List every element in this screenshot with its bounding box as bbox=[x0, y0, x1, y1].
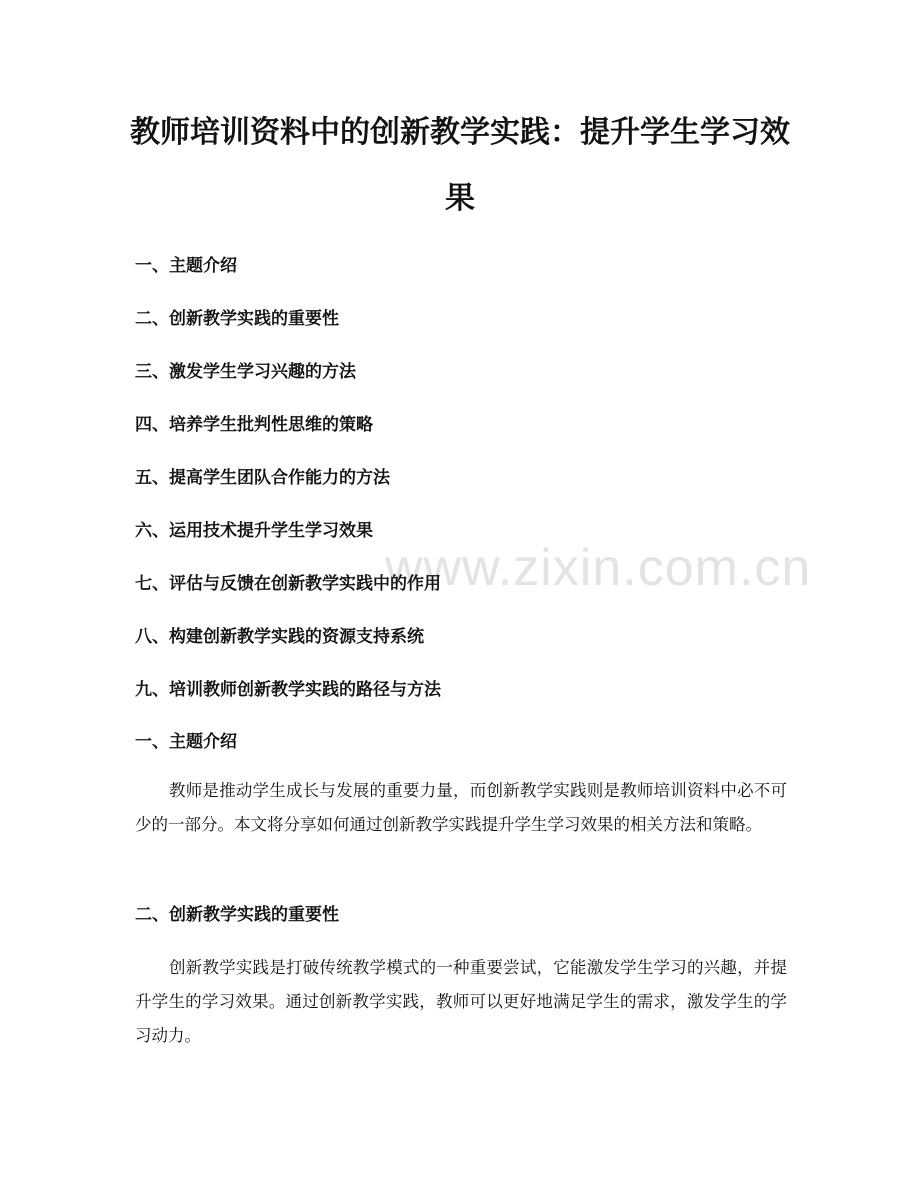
toc-item: 二、创新教学实践的重要性 bbox=[135, 309, 339, 329]
watermark: www.zixin.com.cn bbox=[385, 539, 812, 597]
section-body-importance: 创新教学实践是打破传统教学模式的一种重要尝试，它能激发学生学习的兴趣，并提升学生的学习效果。通过创新教学实践，教师可以更好地满足学生的需求，激发学生的学习动力。 bbox=[135, 958, 787, 1045]
document-title: 教师培训资料中的创新教学实践：提升学生学习效果 bbox=[130, 115, 790, 216]
section-heading-importance: 二、创新教学实践的重要性 bbox=[135, 905, 339, 925]
toc-item: 四、培养学生批判性思维的策略 bbox=[135, 415, 373, 435]
table-of-contents bbox=[135, 248, 795, 725]
toc-item: 三、激发学生学习兴趣的方法 bbox=[135, 362, 356, 382]
toc-item: 六、运用技术提升学生学习效果 bbox=[135, 521, 373, 541]
toc-item: 一、主题介绍 bbox=[135, 256, 237, 276]
section-body-intro: 教师是推动学生成长与发展的重要力量，而创新教学实践则是教师培训资料中必不可少的一部分。本文将分享如何通过创新教学实践提升学生学习效果的相关方法和策略。 bbox=[135, 781, 787, 834]
toc-item: 五、提高学生团队合作能力的方法 bbox=[135, 468, 390, 488]
toc-item: 七、评估与反馈在创新教学实践中的作用 bbox=[135, 574, 441, 594]
toc-item: 八、构建创新教学实践的资源支持系统 bbox=[135, 627, 424, 647]
toc-item: 九、培训教师创新教学实践的路径与方法 bbox=[135, 680, 441, 700]
section-heading-intro: 一、主题介绍 bbox=[135, 732, 237, 752]
